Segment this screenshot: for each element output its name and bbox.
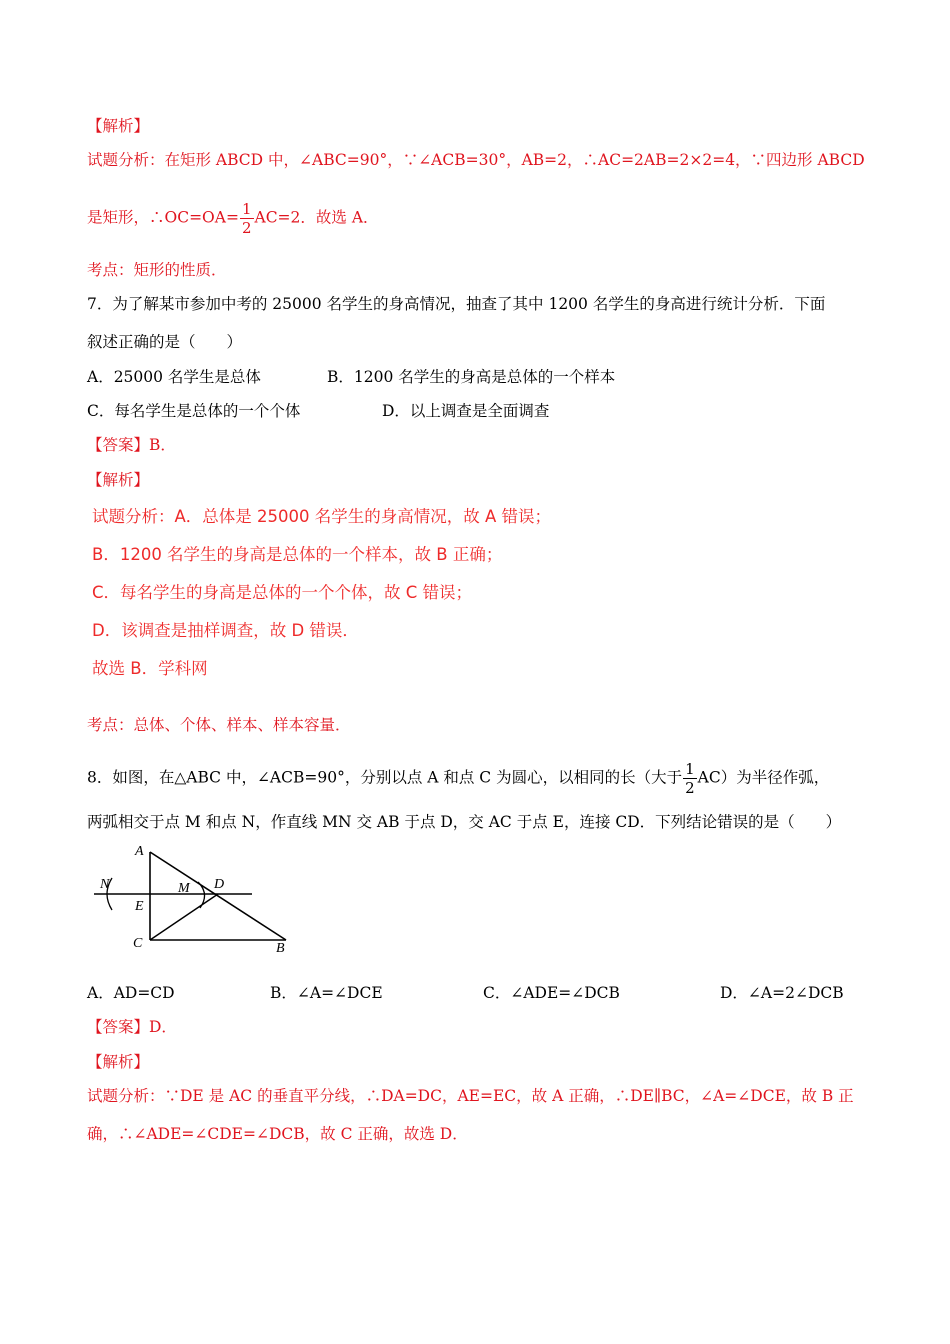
fig-label-b: B	[276, 941, 285, 956]
fig-label-a: A	[135, 844, 144, 859]
q6-jiexi-label: 【解析】	[87, 117, 150, 135]
q7-analysis-line1: 试题分析：A．总体是 25000 名学生的身高情况，故 A 错误；	[92, 507, 552, 526]
q8-option-b: B．∠A=∠DCE	[270, 984, 383, 1002]
q7-analysis-line3: C．每名学生的身高是总体的一个个体，故 C 错误；	[92, 583, 473, 602]
fig-segment-cd	[150, 894, 218, 940]
q8-jiexi-label: 【解析】	[87, 1053, 150, 1071]
q7-option-b: B．1200 名学生的身高是总体的一个样本	[327, 368, 616, 386]
q8-option-d: D．∠A=2∠DCB	[720, 984, 844, 1002]
q8-fraction	[683, 760, 697, 797]
q8-geometry-figure	[90, 838, 300, 960]
fig-label-d: D	[214, 877, 225, 892]
q7-stem-line1: 7．为了解某市参加中考的 25000 名学生的身高情况，抽查了其中 1200 名学生的身高进行统计分析．下面	[87, 295, 826, 313]
q7-analysis-line5: 故选 B．学科网	[92, 659, 208, 678]
q8-analysis-line1: 试题分析：∵DE 是 AC 的垂直平分线，∴DA=DC，AE=EC，故 A 正确，∴DE∥BC，∠A=∠DCE，故 B 正	[87, 1087, 854, 1105]
q8-frac-den: 2	[685, 779, 695, 797]
q7-kaodian: 考点：总体、个体、样本、样本容量．	[87, 716, 351, 734]
q8-frac-num: 1	[685, 760, 695, 778]
q7-analysis-line2: B．1200 名学生的身高是总体的一个样本，故 B 正确；	[92, 545, 503, 564]
q6-frac-num: 1	[241, 200, 252, 218]
q6-analysis-line2-b: AC=2．故选 A．	[254, 208, 379, 227]
q7-option-a: A．25000 名学生是总体	[87, 368, 261, 386]
q6-fraction	[240, 200, 254, 237]
q8-analysis-line2: 确，∴∠ADE=∠CDE=∠DCB，故 C 正确，故选 D．	[87, 1125, 468, 1143]
q8-answer: 【答案】D．	[87, 1018, 177, 1036]
q8-stem-line1-b: AC）为半径作弧，	[697, 768, 830, 787]
fig-label-m: M	[178, 881, 190, 896]
q6-analysis-line1: 试题分析：在矩形 ABCD 中，∠ABC=90°，∵∠ACB=30°，AB=2，∴AC=2AB=2×2=4，∵四边形 ABCD	[87, 151, 865, 169]
q7-jiexi-label: 【解析】	[87, 471, 150, 489]
fig-label-e: E	[135, 899, 144, 914]
q6-kaodian: 考点：矩形的性质．	[87, 261, 227, 279]
fig-label-n: N	[100, 877, 110, 892]
q8-stem-line1	[87, 760, 829, 797]
q7-answer: 【答案】B．	[87, 436, 176, 454]
q7-option-c: C．每名学生是总体的一个个体	[87, 402, 301, 420]
fig-label-c: C	[133, 936, 143, 951]
q6-frac-den: 2	[241, 219, 252, 237]
q7-stem-line2: 叙述正确的是（ ）	[87, 333, 243, 351]
q7-option-d: D．以上调查是全面调查	[382, 402, 550, 420]
q7-analysis-line4: D．该调查是抽样调查，故 D 错误．	[92, 621, 359, 640]
q6-analysis-line2	[87, 200, 379, 237]
q8-option-c: C．∠ADE=∠DCB	[483, 984, 620, 1002]
q6-analysis-line2-a: 是矩形，∴OC=OA=	[87, 208, 239, 227]
q8-option-a: A．AD=CD	[87, 984, 175, 1002]
q8-stem-line1-a: 8．如图，在△ABC 中，∠ACB=90°，分别以点 A 和点 C 为圆心，以相同的长（大于	[87, 768, 683, 787]
q8-stem-line2: 两弧相交于点 M 和点 N，作直线 MN 交 AB 于点 D，交 AC 于点 E，连接 CD．下列结论错误的是（ ）	[87, 813, 842, 831]
